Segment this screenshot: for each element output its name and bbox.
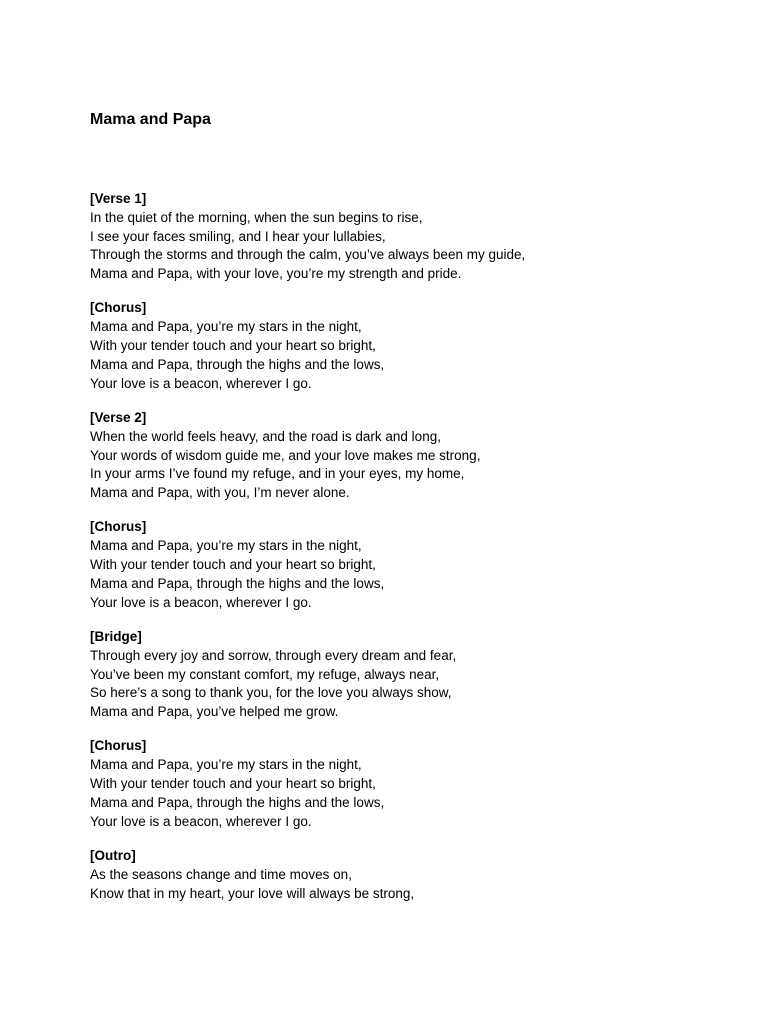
- lyric-line: In your arms I’ve found my refuge, and in your eyes, my home,: [90, 466, 465, 482]
- lyrics-section: [90, 737, 730, 831]
- lyric-line: When the world feels heavy, and the road is dark and long,: [90, 428, 441, 444]
- section-label: [Outro]: [90, 847, 136, 863]
- lyrics-section: [90, 299, 730, 393]
- lyric-line: Your love is a beacon, wherever I go.: [90, 813, 312, 829]
- lyric-line: I see your faces smiling, and I hear your lullabies,: [90, 228, 386, 244]
- section-label: [Verse 2]: [90, 409, 147, 425]
- lyrics-section: [90, 518, 730, 612]
- lyric-line: Mama and Papa, you’re my stars in the night,: [90, 538, 362, 554]
- lyrics-body: [90, 190, 730, 919]
- lyric-line: Mama and Papa, through the highs and the lows,: [90, 575, 385, 591]
- lyric-line: Mama and Papa, through the highs and the lows,: [90, 794, 385, 810]
- section-label: [Chorus]: [90, 519, 147, 535]
- lyric-line: Through every joy and sorrow, through every dream and fear,: [90, 647, 457, 663]
- section-label: [Bridge]: [90, 628, 142, 644]
- lyric-line: As the seasons change and time moves on,: [90, 866, 352, 882]
- lyric-line: You’ve been my constant comfort, my refuge, always near,: [90, 666, 440, 682]
- lyric-line: With your tender touch and your heart so bright,: [90, 557, 376, 573]
- lyric-line: Through the storms and through the calm, you’ve always been my guide,: [90, 247, 526, 263]
- lyric-line: With your tender touch and your heart so bright,: [90, 776, 376, 792]
- lyrics-section: [90, 847, 730, 903]
- lyric-line: In the quiet of the morning, when the sun begins to rise,: [90, 209, 423, 225]
- lyric-line: Your love is a beacon, wherever I go.: [90, 375, 312, 391]
- section-label: [Chorus]: [90, 738, 147, 754]
- lyric-line: With your tender touch and your heart so bright,: [90, 338, 376, 354]
- lyric-line: Mama and Papa, you’ve helped me grow.: [90, 704, 339, 720]
- lyric-line: Know that in my heart, your love will always be strong,: [90, 885, 415, 901]
- lyric-line: Mama and Papa, through the highs and the lows,: [90, 356, 385, 372]
- section-label: [Chorus]: [90, 300, 147, 316]
- lyric-line: Mama and Papa, you’re my stars in the night,: [90, 757, 362, 773]
- document-title: Mama and Papa: [90, 111, 211, 128]
- lyric-line: Mama and Papa, with you, I’m never alone.: [90, 485, 350, 501]
- lyrics-section: [90, 409, 730, 503]
- lyrics-section: [90, 190, 730, 284]
- lyric-line: Mama and Papa, with your love, you’re my strength and pride.: [90, 266, 462, 282]
- lyric-line: So here’s a song to thank you, for the love you always show,: [90, 685, 452, 701]
- lyric-line: Your love is a beacon, wherever I go.: [90, 594, 312, 610]
- lyric-line: Mama and Papa, you’re my stars in the night,: [90, 319, 362, 335]
- lyric-line: Your words of wisdom guide me, and your love makes me strong,: [90, 447, 481, 463]
- section-label: [Verse 1]: [90, 191, 147, 206]
- lyrics-section: [90, 628, 730, 722]
